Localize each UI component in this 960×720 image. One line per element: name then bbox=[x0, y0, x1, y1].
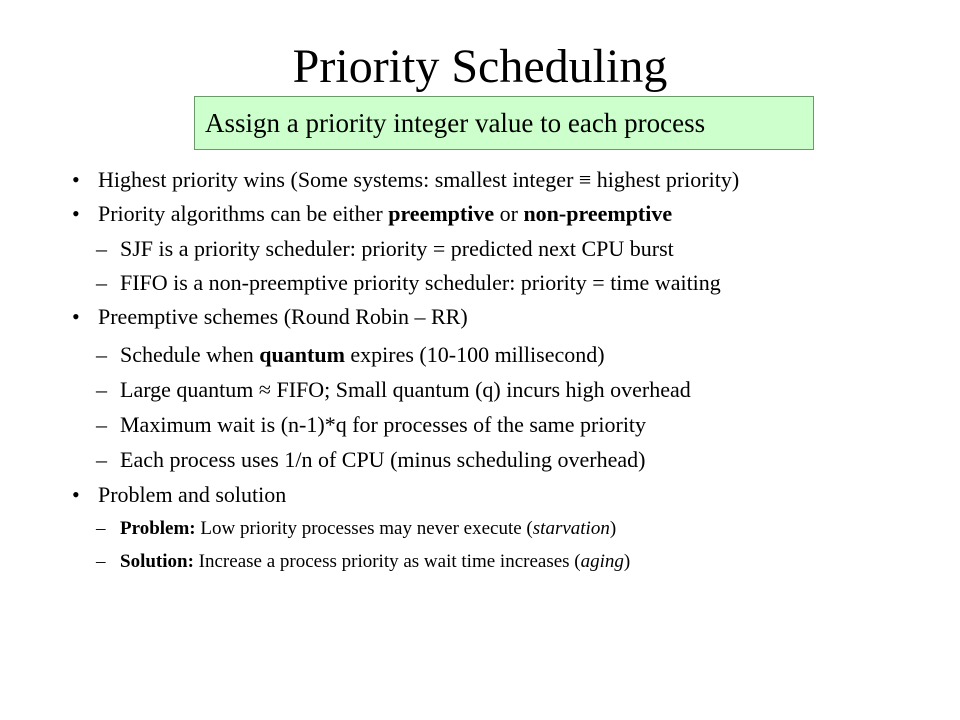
sub-item bbox=[96, 445, 645, 475]
sub-text: Increase a process priority as wait time increases ( bbox=[193, 551, 581, 572]
bullet-text: or bbox=[494, 201, 524, 226]
sub-item bbox=[96, 514, 616, 544]
bold-term: non-preemptive bbox=[523, 201, 673, 226]
dash-marker: – bbox=[96, 270, 107, 295]
dash-marker: – bbox=[96, 342, 107, 367]
sub-text: Large quantum ≈ FIFO; Small quantum (q) incurs high overhead bbox=[120, 377, 691, 402]
bold-term: Problem: bbox=[120, 518, 196, 539]
bold-term: preemptive bbox=[388, 201, 495, 226]
bullet-marker: • bbox=[72, 482, 80, 507]
sub-item bbox=[96, 547, 630, 577]
sub-text: ) bbox=[609, 518, 617, 539]
bold-term: quantum bbox=[259, 342, 345, 367]
bullet-item bbox=[72, 302, 468, 332]
dash-marker: – bbox=[96, 236, 107, 261]
sub-text: SJF is a priority scheduler: priority = predicted next CPU burst bbox=[120, 236, 674, 261]
bold-term: Solution: bbox=[120, 551, 194, 572]
bullet-item bbox=[72, 480, 286, 510]
dash-marker: – bbox=[96, 412, 107, 437]
sub-item bbox=[96, 268, 721, 298]
sub-text: Each process uses 1/n of CPU (minus scheduling overhead) bbox=[120, 447, 646, 472]
bullet-marker: • bbox=[72, 201, 80, 226]
sub-text: Schedule when bbox=[120, 342, 260, 367]
sub-item bbox=[96, 234, 674, 264]
callout-box: Assign a priority integer value to each process bbox=[194, 96, 814, 150]
sub-text: Low priority processes may never execute ( bbox=[195, 518, 533, 539]
bullet-text: Preemptive schemes (Round Robin – RR) bbox=[98, 304, 468, 329]
dash-marker: – bbox=[96, 447, 107, 472]
sub-text: ) bbox=[623, 551, 631, 572]
bullet-marker: • bbox=[72, 167, 80, 192]
sub-text: Maximum wait is (n-1)*q for processes of the same priority bbox=[120, 412, 647, 437]
sub-text: FIFO is a non-preemptive priority scheduler: priority = time waiting bbox=[120, 270, 721, 295]
bullet-item bbox=[72, 165, 739, 195]
sub-item bbox=[96, 375, 691, 405]
italic-term: aging bbox=[580, 551, 624, 572]
bullet-item bbox=[72, 199, 672, 229]
sub-text: expires (10-100 millisecond) bbox=[344, 342, 605, 367]
bullet-text: Priority algorithms can be either bbox=[98, 201, 389, 226]
sub-item bbox=[96, 410, 646, 440]
dash-marker: – bbox=[96, 518, 106, 539]
bullet-text: Highest priority wins (Some systems: smallest integer ≡ highest priority) bbox=[98, 167, 740, 192]
slide-title: Priority Scheduling bbox=[292, 40, 668, 93]
bullet-text: Problem and solution bbox=[98, 482, 287, 507]
sub-item bbox=[96, 340, 605, 370]
italic-term: starvation bbox=[532, 518, 610, 539]
dash-marker: – bbox=[96, 377, 107, 402]
bullet-marker: • bbox=[72, 304, 80, 329]
dash-marker: – bbox=[96, 551, 106, 572]
